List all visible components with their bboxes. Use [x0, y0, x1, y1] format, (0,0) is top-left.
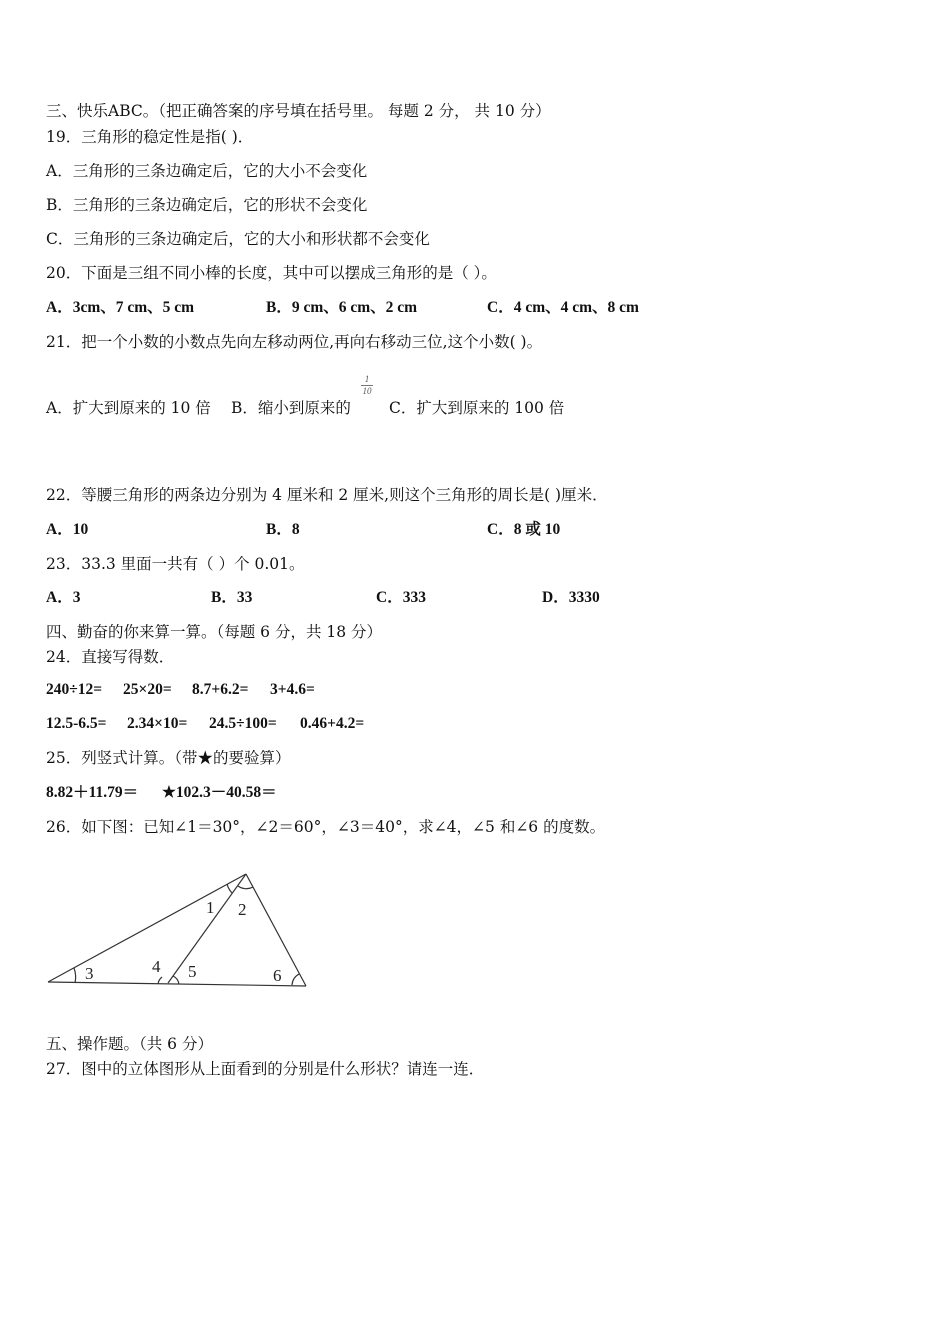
- angle-arc-2: [238, 886, 253, 889]
- angle-arc-1: [227, 884, 232, 893]
- q23-stem: 23．33.3 里面一共有（ ）个 0.01。: [46, 555, 305, 573]
- q22-option-c: C．8 或 10: [487, 521, 561, 538]
- angle-label-5: 5: [188, 962, 197, 981]
- triangle-figure: [40, 866, 320, 996]
- q24-expr-8: 0.46+4.2=: [300, 715, 365, 732]
- q20-option-c: C．4 cm、4 cm、8 cm: [487, 299, 639, 316]
- q24-expr-1: 240÷12=: [46, 681, 103, 698]
- q27-stem: 27．图中的立体图形从上面看到的分别是什么形状？请连一连．: [46, 1060, 485, 1078]
- q25-item-2: ★102.3－40.58＝: [162, 784, 277, 801]
- q21-option-b: B．缩小到原来的: [231, 399, 351, 417]
- q25-item-1: 8.82＋11.79＝: [46, 784, 139, 801]
- angle-arc-3: [74, 968, 76, 983]
- q23-option-b: B．33: [211, 589, 253, 606]
- q25-stem: 25．列竖式计算。（带★的要验算）: [46, 749, 291, 767]
- triangle-side-left: [48, 874, 246, 982]
- section-3-heading: 三、快乐ABC。（把正确答案的序号填在括号里。 每题 2 分， 共 10 分）: [46, 102, 551, 120]
- triangle-inner-segment: [168, 874, 246, 983]
- fraction-denominator: 10: [362, 386, 372, 396]
- q24-expr-3: 8.7+6.2=: [192, 681, 249, 698]
- angle-arc-4: [158, 977, 162, 984]
- angle-label-4: 4: [152, 957, 161, 976]
- q20-stem: 20．下面是三组不同小棒的长度，其中可以摆成三角形的是（ ）。: [46, 264, 497, 282]
- q24-expr-2: 25×20=: [123, 681, 172, 698]
- angle-arc-5: [173, 976, 179, 984]
- q24-expr-7: 24.5÷100=: [209, 715, 277, 732]
- angle-label-2: 2: [238, 900, 247, 919]
- q21-stem: 21．把一个小数的小数点先向左移动两位,再向右移动三位,这个小数( )。: [46, 333, 543, 351]
- angle-arc-6: [292, 974, 299, 985]
- q21-option-a: A．扩大到原来的 10 倍: [46, 399, 211, 417]
- angle-label-3: 3: [85, 964, 94, 983]
- angle-label-1: 1: [206, 898, 215, 917]
- q19-option-a: A．三角形的三条边确定后，它的大小不会变化: [46, 162, 368, 180]
- section-5-heading: 五、操作题。（共 6 分）: [46, 1035, 213, 1053]
- q23-option-d: D．3330: [542, 589, 600, 606]
- q23-option-c: C．333: [376, 589, 426, 606]
- q24-expr-4: 3+4.6=: [270, 681, 315, 698]
- q24-expr-5: 12.5-6.5=: [46, 715, 107, 732]
- angle-label-6: 6: [273, 966, 282, 985]
- q22-option-b: B．8: [266, 521, 300, 538]
- q23-option-a: A．3: [46, 589, 81, 606]
- fraction-numerator: 1: [364, 374, 370, 384]
- q20-option-b: B．9 cm、6 cm、2 cm: [266, 299, 418, 316]
- q21-option-c: C．扩大到原来的 100 倍: [389, 399, 565, 417]
- fraction-one-tenth: [359, 374, 375, 397]
- q22-option-a: A．10: [46, 521, 89, 538]
- q26-stem: 26．如下图：已知∠1＝30°，∠2＝60°，∠3＝40°，求∠4，∠5 和∠6 的度数。: [46, 818, 606, 836]
- q24-expr-6: 2.34×10=: [127, 715, 188, 732]
- q22-stem: 22．等腰三角形的两条边分别为 4 厘米和 2 厘米,则这个三角形的周长是( )厘米．: [46, 486, 608, 504]
- q19-stem: 19．三角形的稳定性是指( )．: [46, 128, 254, 146]
- section-4-heading: 四、勤奋的你来算一算。（每题 6 分，共 18 分）: [46, 623, 383, 641]
- q19-option-c: C．三角形的三条边确定后，它的大小和形状都不会变化: [46, 230, 430, 248]
- q24-stem: 24．直接写得数．: [46, 648, 175, 666]
- q19-option-b: B．三角形的三条边确定后，它的形状不会变化: [46, 196, 368, 214]
- q20-option-a: A．3cm、7 cm、5 cm: [46, 299, 195, 316]
